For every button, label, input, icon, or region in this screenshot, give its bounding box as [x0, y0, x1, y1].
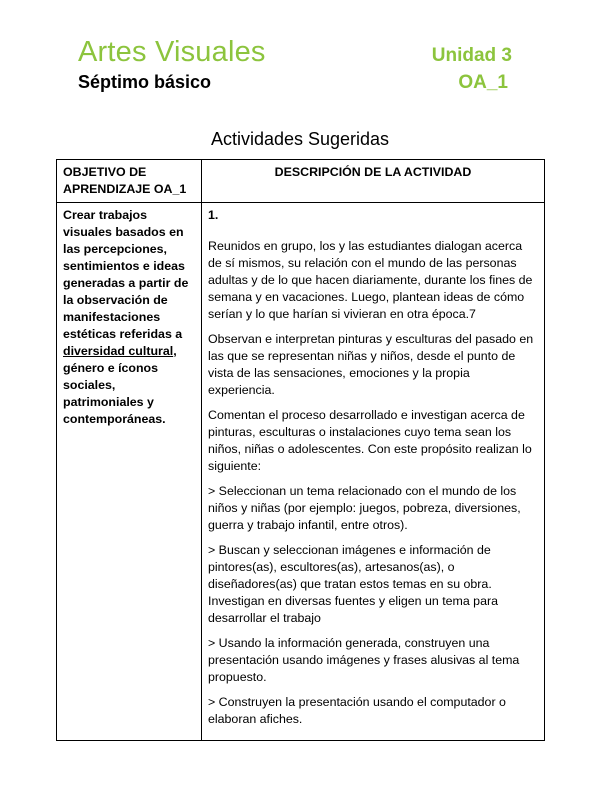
- activity-number: 1.: [208, 208, 219, 222]
- activities-table: [56, 159, 545, 741]
- header-row-top: [78, 34, 518, 70]
- activity-step: > Usando la información generada, construyen una presentación usando imágenes y frases alusivas al tema propuesto.: [208, 636, 520, 684]
- unit-label: Unidad 3: [431, 45, 512, 66]
- objective-cell: [57, 203, 202, 741]
- grade-subtitle: Séptimo básico: [78, 72, 212, 92]
- activity-paragraph: Observan e interpretan pinturas y esculturas del pasado en las que se representan niñas y niños, desde el punto de vista de las sensaciones, emociones y la propia experiencia.: [208, 332, 534, 397]
- subject-title: Artes Visuales: [78, 36, 266, 68]
- header-row-bottom: [78, 70, 518, 94]
- activity-step: > Seleccionan un tema relacionado con el mundo de los niños y niñas (por ejemplo: juegos, pobreza, diversiones, guerra y trabajo infantil, entre otros).: [208, 484, 521, 532]
- oa-label: OA_1: [458, 72, 508, 93]
- table-row: [57, 203, 545, 741]
- activity-paragraph: Reunidos en grupo, los y las estudiantes dialogan acerca de sí mismos, su relación con el mundo de las personas adultas y de lo que hacen diariamente, durante los fines de semana y en vacaciones. Luego, plantean ideas de cómo serían y lo que harían si vivieran en otra época.7: [208, 239, 533, 321]
- activity-paragraph: Comentan el proceso desarrollado e investigan acerca de pinturas, esculturas o instalaciones cuyo tema sean los niños, niñas o adolescentes. Con este propósito realizan lo siguiente:: [208, 408, 532, 473]
- activity-step: > Buscan y seleccionan imágenes e información de pintores(as), escultores(as), artesanos(as), o diseñadores(as) que tratan estos temas en su obra. Investigan en diversas fuentes y eligen un tema para desarrollar el trabajo: [208, 543, 498, 625]
- objective-text-part1: Crear trabajos visuales basados en las percepciones, sentimientos e ideas generadas a partir de la observación de manifestaciones estéticas referidas a: [63, 208, 189, 341]
- objective-header-cell: OBJETIVO DE APRENDIZAJE OA_1: [57, 160, 202, 203]
- objective-text-part2: , género e íconos sociales, patrimoniales y contemporáneas.: [63, 344, 177, 426]
- objective-text-underlined: diversidad cultural: [63, 344, 174, 358]
- activity-step: > Construyen la presentación usando el computador o elaboran afiches.: [208, 695, 506, 726]
- section-title: Actividades Sugeridas: [210, 129, 390, 149]
- description-cell: [202, 203, 545, 741]
- description-header-cell: DESCRIPCIÓN DE LA ACTIVIDAD: [202, 160, 545, 203]
- page-header: [78, 34, 518, 94]
- table-header-row: [57, 160, 545, 203]
